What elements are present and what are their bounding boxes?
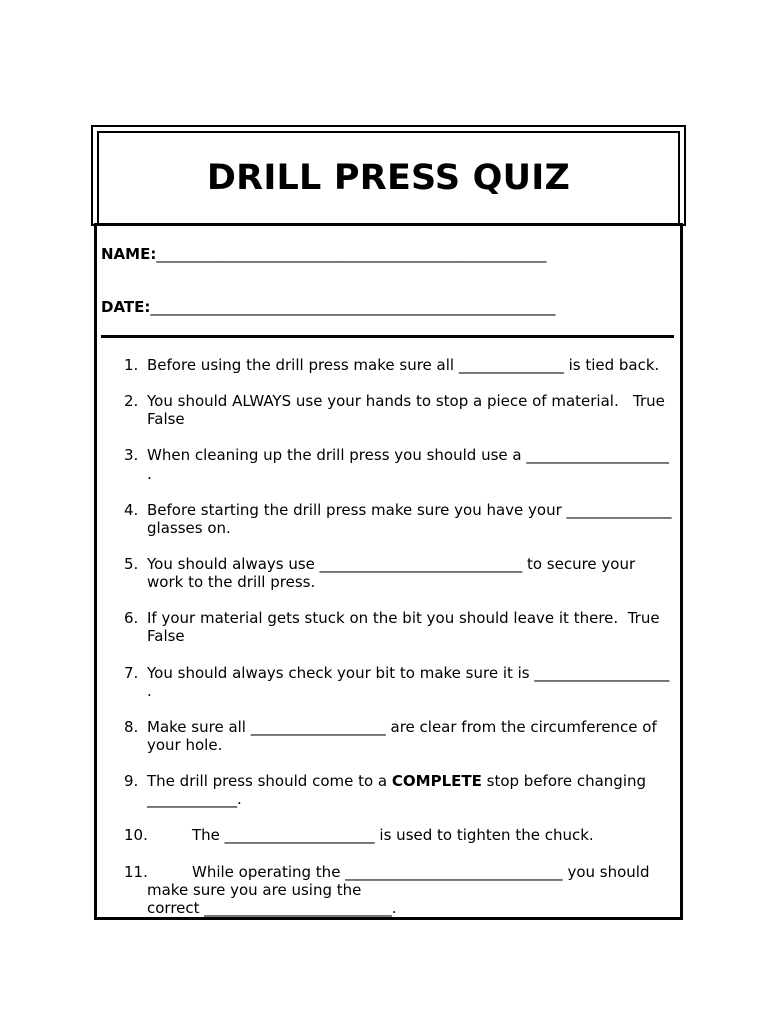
question-number: 10.: [124, 826, 148, 845]
question-number: 6.: [124, 609, 139, 628]
question-item: [0, 392, 768, 428]
name-label: NAME:: [101, 245, 157, 263]
question-list: [0, 356, 768, 935]
question-item: [0, 356, 768, 374]
question-number: 5.: [124, 555, 139, 574]
question-item: [0, 555, 768, 591]
header-divider: [101, 335, 674, 338]
question-text-line: When cleaning up the drill press you should use a ___________________: [147, 446, 669, 465]
question-text-line: Make sure all __________________ are clear from the circumference of: [147, 717, 657, 736]
question-number: 9.: [124, 772, 139, 791]
question-item: [0, 772, 768, 808]
date-label: DATE:: [101, 298, 151, 316]
question-item: [0, 826, 768, 844]
question-text-line: [147, 772, 768, 790]
question-text-line: False: [147, 627, 185, 646]
question-item: [0, 863, 768, 917]
question-text-line: False: [147, 410, 185, 429]
question-text-line: Before starting the drill press make sure you have your ______________: [147, 500, 672, 519]
question-text-segment: The drill press should come to a: [147, 772, 392, 791]
question-text-line: You should ALWAYS use your hands to stop a piece of material. True: [147, 392, 665, 411]
question-number: 11.: [124, 862, 148, 881]
question-text-line: make sure you are using the: [147, 880, 362, 899]
question-text-line: Before using the drill press make sure all ______________ is tied back.: [147, 356, 660, 374]
question-text-line: The ____________________ is used to tighten the chuck.: [192, 826, 594, 845]
question-item: [0, 718, 768, 754]
question-number: 4.: [124, 500, 139, 519]
question-text-line: correct _________________________.: [147, 898, 397, 917]
name-field: [101, 245, 546, 263]
question-text-line: work to the drill press.: [147, 573, 316, 592]
question-item: [0, 664, 768, 700]
question-number: 7.: [124, 663, 139, 682]
question-text-line: .: [147, 464, 152, 483]
name-blank: ____________________________________________________: [156, 245, 547, 263]
question-text-line: If your material gets stuck on the bit you should leave it there. True: [147, 609, 660, 628]
question-text-line: ____________.: [147, 790, 242, 809]
question-text-line: your hole.: [147, 735, 223, 754]
date-blank: ______________________________________________________: [150, 298, 556, 316]
question-number: 3.: [124, 446, 139, 465]
date-field: [101, 298, 555, 316]
question-text-line: While operating the _____________________________ you should: [192, 862, 650, 881]
emphasis-text: COMPLETE: [391, 772, 482, 791]
question-number: 2.: [124, 392, 139, 411]
title-frame: [97, 131, 680, 226]
question-number: 8.: [124, 717, 139, 736]
question-text-segment: stop before changing: [481, 772, 647, 791]
question-text-line: glasses on.: [147, 518, 231, 537]
question-item: [0, 501, 768, 537]
question-text-line: You should always use ___________________________ to secure your: [147, 555, 636, 574]
question-item: [0, 446, 768, 482]
question-text-line: .: [147, 681, 152, 700]
question-text-line: You should always check your bit to make sure it is __________________: [147, 663, 670, 682]
page-title: DRILL PRESS QUIZ: [206, 158, 571, 198]
question-item: [0, 609, 768, 645]
question-number: 1.: [124, 356, 139, 374]
